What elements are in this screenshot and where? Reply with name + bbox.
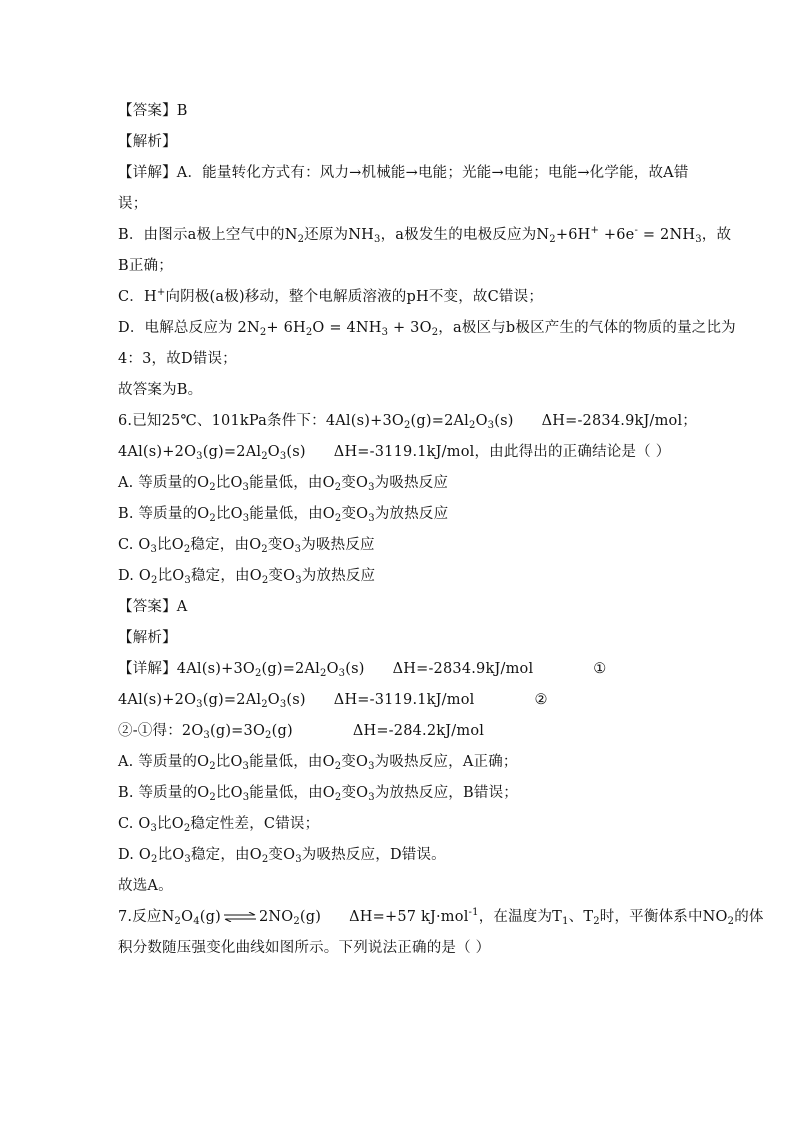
explain-6-a: A. 等质量的$O_2$比$O_3$能量低，由$O_2$变$O_3$为吸热反应，A正确；	[118, 754, 518, 772]
detail-q5-d: D．电解总反应为 $2N_2+ 6H_2O = 4NH_3 + 3O_2$，a极区与b极区产生的气体的物质的量之比为	[118, 320, 736, 338]
conclusion-q6: 故选A。	[118, 878, 173, 894]
detail-q5-a: 【详解】A．能量转化方式有：风力→机械能→电能；光能→电能；电能→化学能，故A错	[118, 165, 689, 181]
detail-q6-eq2: $4Al(s)+2O_3(g)=2Al_2O_3(s)$ ΔH=-3119.1kJ/mol ②	[118, 692, 548, 710]
analysis-heading-q6: 【解析】	[118, 630, 177, 646]
question-6-line2: $4Al(s)+2O_3(g)=2Al_2O_3(s)$ ΔH=-3119.1kJ/mol，由此得出的正确结论是（ ）	[118, 444, 671, 462]
answer-q5: 【答案】B	[118, 103, 188, 119]
detail-q6-eq3: ②-①得：$2O_3(g)=3O_2(g)$ ΔH=-284.2kJ/mol	[118, 723, 485, 741]
detail-q6-eq1: 【详解】$4Al(s)+3O_2(g)=2Al_2O_3(s)$ ΔH=-2834.9kJ/mol ①	[118, 661, 607, 679]
question-7-line1: 7.反应$N_2O_4(g)$ $2NO_2(g)$ ΔH=+57 kJ·mol$^{-1}$，在温度为$T_1$、$T_2$时，平衡体系中$NO_2$的体	[118, 907, 764, 927]
detail-q5-b-cont: B正确；	[118, 258, 173, 274]
detail-q5-c: C．H+向阴极(a极)移动，整个电解质溶液的pH不变，故C错误；	[118, 287, 544, 305]
equilibrium-arrow-icon	[223, 912, 257, 922]
analysis-heading-q5: 【解析】	[118, 134, 177, 150]
option-6-a: A. 等质量的$O_2$比$O_3$能量低，由$O_2$变$O_3$为吸热反应	[118, 475, 449, 493]
option-6-d: D. $O_2$比$O_3$稳定，由$O_2$变$O_3$为放热反应	[118, 568, 376, 586]
option-6-c: C. $O_3$比$O_2$稳定，由$O_2$变$O_3$为吸热反应	[118, 537, 375, 555]
conclusion-q5: 故答案为B。	[118, 382, 203, 398]
detail-q5-d-cont: 4：3，故D错误；	[118, 351, 237, 367]
option-6-b: B. 等质量的$O_2$比$O_3$能量低，由$O_2$变$O_3$为放热反应	[118, 506, 449, 524]
question-6-line1: 6.已知25℃、101kPa条件下：$4Al(s)+3O_2(g)=2Al_2O_3(s)$ ΔH=-2834.9kJ/mol；	[118, 413, 697, 431]
question-7-line2: 积分数随压强变化曲线如图所示。下列说法正确的是（ ）	[118, 940, 491, 956]
detail-q5-a-cont: 误；	[118, 196, 148, 212]
detail-q5-b: B．由图示a极上空气中的$N_2$还原为$NH_3$，a极发生的电极反应为$N_2+6H^+ +6e^- = 2NH_3$，故	[118, 225, 732, 245]
explain-6-b: B. 等质量的$O_2$比$O_3$能量低，由$O_2$变$O_3$为放热反应，B错误；	[118, 785, 518, 803]
document-content	[118, 96, 764, 964]
explain-6-c: C. $O_3$比$O_2$稳定性差，C错误；	[118, 816, 320, 834]
explain-6-d: D. $O_2$比$O_3$稳定，由$O_2$变$O_3$为吸热反应，D错误。	[118, 847, 446, 865]
answer-q6: 【答案】A	[118, 599, 188, 615]
